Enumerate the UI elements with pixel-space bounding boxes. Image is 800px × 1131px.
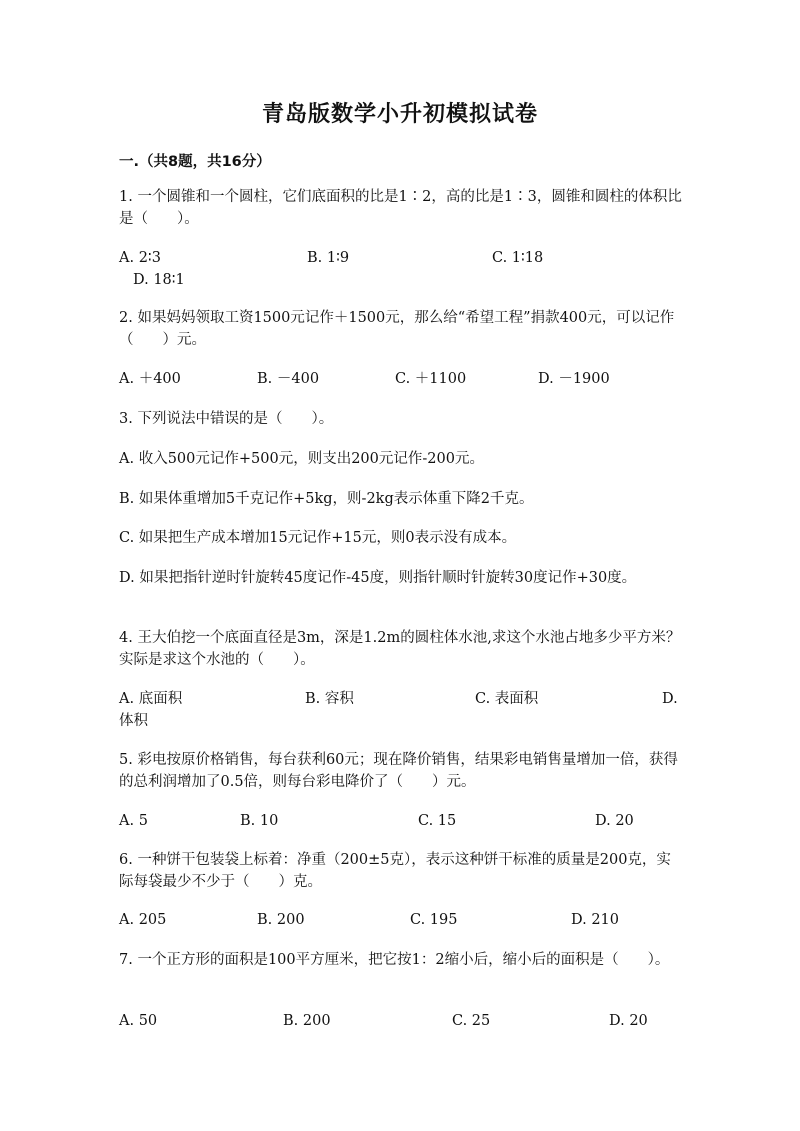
question-1-option-d: D. 18∶1: [133, 272, 185, 288]
question-6: 6. 一种饼干包装袋上标着：净重（200±5克），表示这种饼干标准的质量是200克，实际每袋最少不少于（ ）克。: [119, 852, 671, 890]
question-3: 3. 下列说法中错误的是（ ）。: [119, 411, 334, 427]
question-6-option-a: A. 205: [119, 912, 167, 928]
question-2-option-a: A. ＋400: [119, 371, 181, 387]
question-3-option-c: C. 如果把生产成本增加15元记作+15元，则0表示没有成本。: [119, 530, 517, 546]
question-4-options-row2: [119, 710, 684, 732]
question-7-option-a: A. 50: [119, 1013, 158, 1029]
question-3-option-a: A. 收入500元记作+500元，则支出200元记作-200元。: [119, 451, 484, 467]
question-7: 7. 一个正方形的面积是100平方厘米，把它按1：2缩小后，缩小后的面积是（ ）。: [119, 952, 670, 968]
question-5-option-d: D. 20: [595, 813, 634, 829]
question-1-option-a: A. 2∶3: [119, 250, 161, 266]
question-4-option-b: B. 容积: [305, 691, 354, 707]
question-3-option-d: D. 如果把指针逆时针旋转45度记作-45度，则指针顺时针旋转30度记作+30度。: [119, 570, 637, 586]
question-2-option-d: D. －1900: [538, 371, 610, 387]
question-2-options: [119, 368, 684, 390]
question-7-option-b: B. 200: [283, 1013, 331, 1029]
question-1-options-row2: [119, 269, 684, 291]
question-5-options: [119, 810, 684, 832]
question-5-option-c: C. 15: [418, 813, 457, 829]
question-5-option-b: B. 10: [240, 813, 279, 829]
question-1-options: [119, 247, 684, 269]
question-4: 4. 王大伯挖一个底面直径是3m，深是1.2m的圆柱体水池,求这个水池占地多少平方米？实际是求这个水池的（ ）。: [119, 630, 681, 668]
question-7-options: [119, 1010, 684, 1032]
question-2-option-b: B. －400: [257, 371, 320, 387]
question-1-option-c: C. 1∶18: [492, 250, 544, 266]
question-2-option-c: C. ＋1100: [395, 371, 467, 387]
question-4-option-d-continued: 体积: [119, 713, 148, 729]
question-6-option-d: D. 210: [571, 912, 620, 928]
question-4-option-d: D.: [662, 691, 678, 707]
question-4-option-c: C. 表面积: [475, 691, 539, 707]
question-5: 5. 彩电按原价格销售，每台获利60元；现在降价销售，结果彩电销售量增加一倍，获得的总利润增加了0.5倍，则每台彩电降价了（ ）元。: [119, 752, 678, 790]
question-4-options: [119, 688, 684, 710]
question-1: 1. 一个圆锥和一个圆柱，它们底面积的比是1∶2，高的比是1∶3，圆锥和圆柱的体积比是（ ）。: [119, 189, 682, 227]
question-1-option-b: B. 1∶9: [307, 250, 350, 266]
question-3-option-b: B. 如果体重增加5千克记作+5kg，则-2kg表示体重下降2千克。: [119, 491, 534, 507]
section-heading: 一.（共8题，共16分）: [119, 154, 271, 170]
page-title: 青岛版数学小升初模拟试卷: [261, 102, 538, 127]
question-7-option-d: D. 20: [609, 1013, 648, 1029]
question-6-option-b: B. 200: [257, 912, 305, 928]
question-7-option-c: C. 25: [452, 1013, 491, 1029]
question-5-option-a: A. 5: [119, 813, 148, 829]
question-4-option-a: A. 底面积: [119, 691, 183, 707]
question-6-option-c: C. 195: [410, 912, 458, 928]
question-2: 2. 如果妈妈领取工资1500元记作＋1500元，那么给“希望工程”捐款400元，可以记作（ ）元。: [119, 310, 675, 348]
question-6-options: [119, 909, 684, 931]
